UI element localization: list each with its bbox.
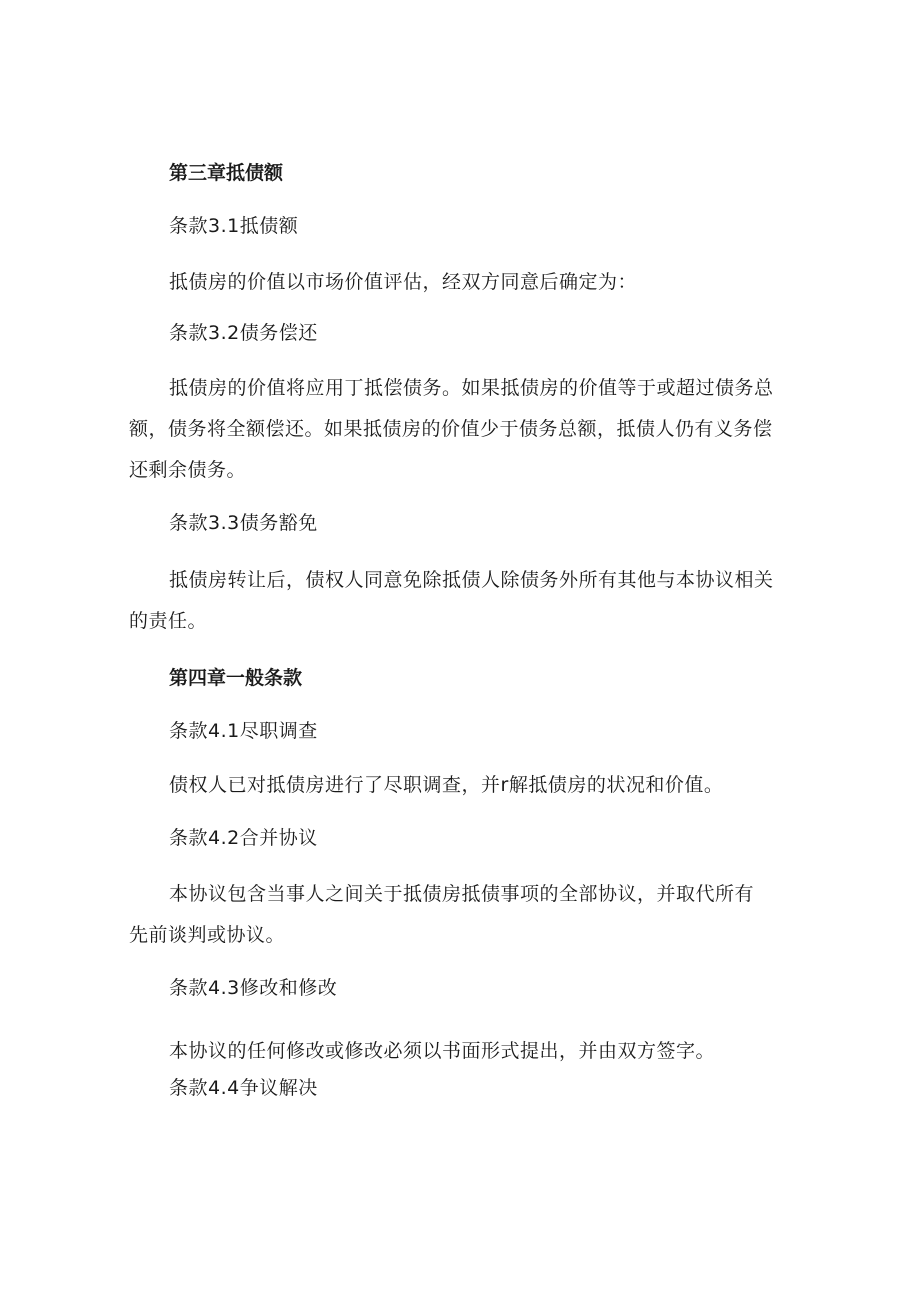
clause-3-2-heading: 条款3.2债务偿还: [169, 322, 318, 344]
clause-3-2-body-line-1: 抵债房的价值将应用丁抵偿债务。如果抵债房的价值等于或超过债务总: [169, 377, 774, 399]
clause-3-3-body-line-1: 抵债房转让后，债权人同意免除抵债人除债务外所有其他与本协议相关: [169, 569, 774, 591]
clause-3-1-heading: 条款3.1抵债额: [169, 215, 299, 237]
clause-4-2-body-line-1: 本协议包含当事人之间关于抵债房抵债事项的全部协议，并取代所有: [169, 883, 755, 905]
clause-3-3-heading: 条款3.3债务豁免: [169, 512, 318, 534]
clause-4-4-heading: 条款4.4争议解决: [169, 1077, 318, 1099]
clause-4-3-heading: 条款4.3修改和修改: [169, 977, 338, 999]
clause-4-2-body-line-2: 先前谈判或协议。: [129, 924, 286, 946]
clause-4-1-heading: 条款4.1尽职调查: [169, 720, 318, 742]
clause-3-2-body-line-3: 还剩余债务。: [129, 459, 247, 481]
clause-3-2-body-line-2: 额，债务将全额偿还。如果抵债房的价值少于债务总额，抵债人仍有义务偿: [129, 418, 773, 440]
chapter-4-title: 第四章一般条款: [169, 667, 303, 689]
clause-4-2-heading: 条款4.2合并协议: [169, 827, 318, 849]
clause-3-1-body-line-1: 抵债房的价值以市场价值评估，经双方同意后确定为：: [169, 271, 638, 293]
chapter-3-title: 第三章抵债额: [169, 162, 284, 184]
clause-4-1-body-line-1: 债权人已对抵债房进行了尽职调查，并r解抵债房的状况和价值。: [169, 774, 724, 796]
clause-3-3-body-line-2: 的责任。: [129, 610, 208, 632]
clause-4-3-body-line-1: 本协议的任何修改或修改必须以书面形式提出，并由双方签字。: [169, 1040, 716, 1062]
